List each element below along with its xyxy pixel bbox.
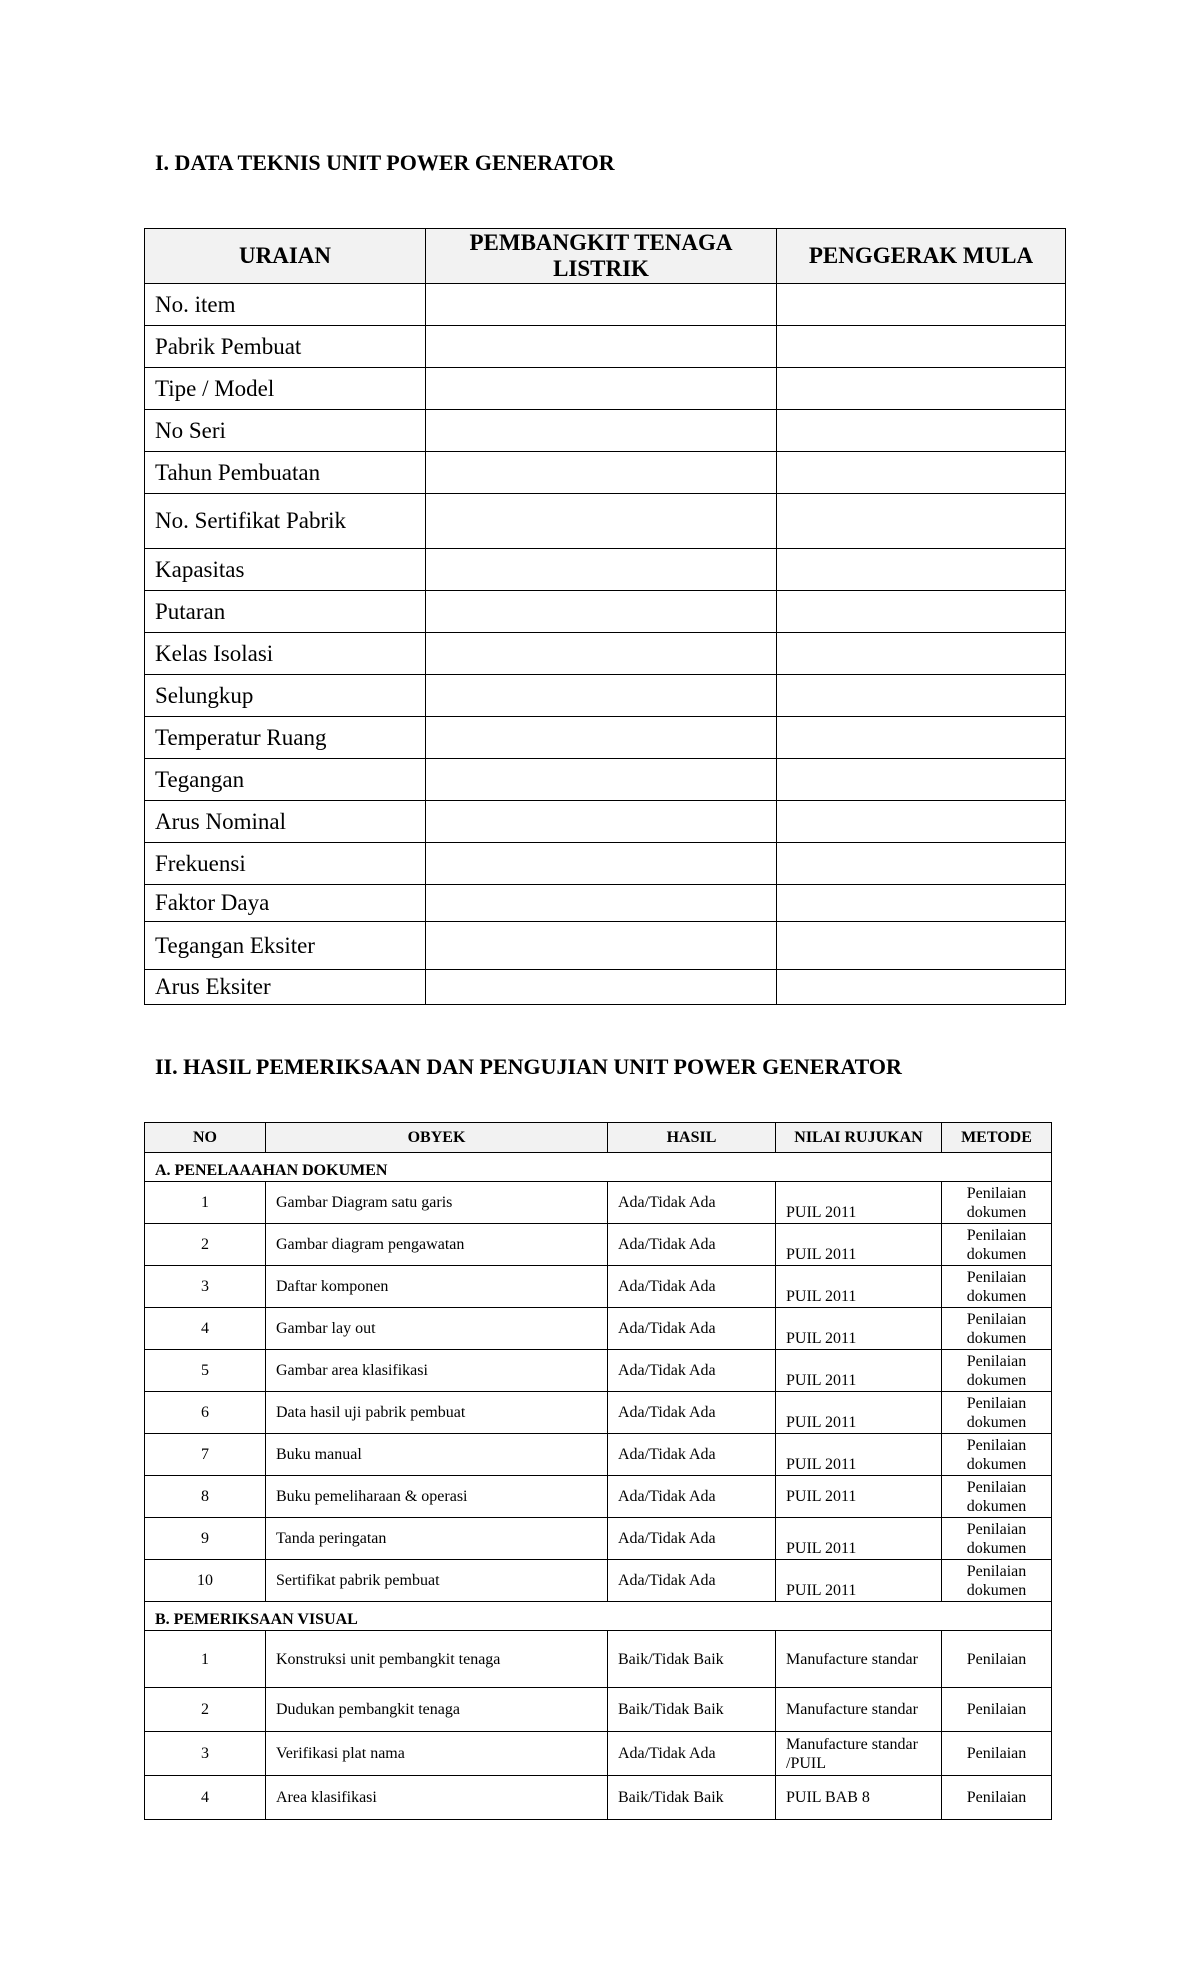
pembangkit-value-cell[interactable]: [426, 843, 777, 885]
item-reference: PUIL 2011: [776, 1560, 942, 1602]
item-object: Gambar diagram pengawatan: [266, 1224, 608, 1266]
table-row: [145, 1688, 1052, 1732]
item-method: Penilaian: [942, 1776, 1052, 1820]
item-number: 3: [145, 1266, 266, 1308]
pembangkit-value-cell[interactable]: [426, 922, 777, 970]
item-number: 2: [145, 1688, 266, 1732]
item-number: 4: [145, 1308, 266, 1350]
row-label: Arus Eksiter: [145, 970, 426, 1005]
item-result: Baik/Tidak Baik: [608, 1776, 776, 1820]
header-pembangkit: PEMBANGKIT TENAGA LISTRIK: [426, 229, 777, 284]
header-hasil: HASIL: [608, 1123, 776, 1153]
item-object: Daftar komponen: [266, 1266, 608, 1308]
table-row: [145, 284, 1066, 326]
header-uraian: URAIAN: [145, 229, 426, 284]
item-method: Penilaian dokumen: [942, 1182, 1052, 1224]
item-method: Penilaian: [942, 1688, 1052, 1732]
header-metode: METODE: [942, 1123, 1052, 1153]
item-result: Ada/Tidak Ada: [608, 1182, 776, 1224]
penggerak-value-cell[interactable]: [777, 452, 1066, 494]
item-result: Ada/Tidak Ada: [608, 1392, 776, 1434]
table-row: [145, 591, 1066, 633]
item-method: Penilaian: [942, 1732, 1052, 1776]
item-reference: PUIL 2011: [776, 1476, 942, 1518]
item-object: Gambar lay out: [266, 1308, 608, 1350]
row-label: Kelas Isolasi: [145, 633, 426, 675]
table-row: [145, 1631, 1052, 1688]
penggerak-value-cell[interactable]: [777, 843, 1066, 885]
row-label: Pabrik Pembuat: [145, 326, 426, 368]
table-row: [145, 970, 1066, 1005]
table-row: [145, 549, 1066, 591]
table-row: [145, 452, 1066, 494]
item-reference: Manufacture standar: [776, 1631, 942, 1688]
table-row: [145, 1266, 1052, 1308]
table-row: [145, 1308, 1052, 1350]
pembangkit-value-cell[interactable]: [426, 591, 777, 633]
item-result: Baik/Tidak Baik: [608, 1631, 776, 1688]
item-object: Buku pemeliharaan & operasi: [266, 1476, 608, 1518]
item-reference: PUIL 2011: [776, 1182, 942, 1224]
item-reference: PUIL 2011: [776, 1434, 942, 1476]
item-result: Ada/Tidak Ada: [608, 1308, 776, 1350]
item-result: Ada/Tidak Ada: [608, 1434, 776, 1476]
item-method: Penilaian dokumen: [942, 1350, 1052, 1392]
item-result: Ada/Tidak Ada: [608, 1560, 776, 1602]
item-reference: PUIL 2011: [776, 1266, 942, 1308]
technical-data-table: [144, 228, 1066, 1005]
section-row: [145, 1602, 1052, 1631]
row-label: Selungkup: [145, 675, 426, 717]
item-number: 5: [145, 1350, 266, 1392]
table-row: [145, 1434, 1052, 1476]
item-reference: Manufacture standar: [776, 1688, 942, 1732]
table-row: [145, 1224, 1052, 1266]
item-number: 6: [145, 1392, 266, 1434]
pembangkit-value-cell[interactable]: [426, 759, 777, 801]
item-object: Sertifikat pabrik pembuat: [266, 1560, 608, 1602]
row-label: Kapasitas: [145, 549, 426, 591]
row-label: Tegangan: [145, 759, 426, 801]
item-result: Ada/Tidak Ada: [608, 1224, 776, 1266]
item-reference: PUIL BAB 8: [776, 1776, 942, 1820]
row-label: Putaran: [145, 591, 426, 633]
pembangkit-value-cell[interactable]: [426, 717, 777, 759]
pembangkit-value-cell[interactable]: [426, 494, 777, 549]
item-number: 10: [145, 1560, 266, 1602]
item-method: Penilaian dokumen: [942, 1434, 1052, 1476]
row-label: No. item: [145, 284, 426, 326]
row-label: Frekuensi: [145, 843, 426, 885]
penggerak-value-cell[interactable]: [777, 549, 1066, 591]
item-method: Penilaian dokumen: [942, 1476, 1052, 1518]
item-method: Penilaian dokumen: [942, 1392, 1052, 1434]
header-penggerak: PENGGERAK MULA: [777, 229, 1066, 284]
item-object: Buku manual: [266, 1434, 608, 1476]
item-object: Verifikasi plat nama: [266, 1732, 608, 1776]
item-number: 9: [145, 1518, 266, 1560]
row-label: Tahun Pembuatan: [145, 452, 426, 494]
item-result: Ada/Tidak Ada: [608, 1350, 776, 1392]
penggerak-value-cell[interactable]: [777, 675, 1066, 717]
table-row: [145, 801, 1066, 843]
item-method: Penilaian dokumen: [942, 1560, 1052, 1602]
penggerak-value-cell[interactable]: [777, 410, 1066, 452]
inspection-results-table: [144, 1122, 1052, 1820]
penggerak-value-cell[interactable]: [777, 368, 1066, 410]
penggerak-value-cell[interactable]: [777, 591, 1066, 633]
pembangkit-value-cell[interactable]: [426, 801, 777, 843]
header-no: NO: [145, 1123, 266, 1153]
pembangkit-value-cell[interactable]: [426, 326, 777, 368]
penggerak-value-cell[interactable]: [777, 970, 1066, 1005]
penggerak-value-cell[interactable]: [777, 922, 1066, 970]
item-method: Penilaian dokumen: [942, 1518, 1052, 1560]
table-row: [145, 922, 1066, 970]
table-row: [145, 675, 1066, 717]
pembangkit-value-cell[interactable]: [426, 885, 777, 922]
item-method: Penilaian dokumen: [942, 1308, 1052, 1350]
penggerak-value-cell[interactable]: [777, 284, 1066, 326]
row-label: Arus Nominal: [145, 801, 426, 843]
item-method: Penilaian dokumen: [942, 1224, 1052, 1266]
penggerak-value-cell[interactable]: [777, 885, 1066, 922]
item-reference: PUIL 2011: [776, 1392, 942, 1434]
pembangkit-value-cell[interactable]: [426, 284, 777, 326]
item-result: Ada/Tidak Ada: [608, 1266, 776, 1308]
item-object: Tanda peringatan: [266, 1518, 608, 1560]
table-row: [145, 1518, 1052, 1560]
item-object: Dudukan pembangkit tenaga: [266, 1688, 608, 1732]
item-result: Baik/Tidak Baik: [608, 1688, 776, 1732]
pembangkit-value-cell[interactable]: [426, 452, 777, 494]
penggerak-value-cell[interactable]: [777, 759, 1066, 801]
table-row: [145, 494, 1066, 549]
row-label: No. Sertifikat Pabrik: [145, 494, 426, 549]
section-2-title: II. HASIL PEMERIKSAAN DAN PENGUJIAN UNIT POWER GENERATOR: [155, 1054, 902, 1079]
item-reference: PUIL 2011: [776, 1518, 942, 1560]
table-row: [145, 843, 1066, 885]
penggerak-value-cell[interactable]: [777, 801, 1066, 843]
item-object: Data hasil uji pabrik pembuat: [266, 1392, 608, 1434]
pembangkit-value-cell[interactable]: [426, 410, 777, 452]
item-object: Konstruksi unit pembangkit tenaga: [266, 1631, 608, 1688]
table-row: [145, 326, 1066, 368]
section-heading: B. PEMERIKSAAN VISUAL: [145, 1602, 1052, 1631]
table-row: [145, 1776, 1052, 1820]
row-label: Tipe / Model: [145, 368, 426, 410]
item-number: 1: [145, 1182, 266, 1224]
row-label: No Seri: [145, 410, 426, 452]
pembangkit-value-cell[interactable]: [426, 970, 777, 1005]
item-number: 3: [145, 1732, 266, 1776]
item-result: Ada/Tidak Ada: [608, 1476, 776, 1518]
row-label: Tegangan Eksiter: [145, 922, 426, 970]
item-reference: PUIL 2011: [776, 1224, 942, 1266]
item-number: 2: [145, 1224, 266, 1266]
row-label: Faktor Daya: [145, 885, 426, 922]
pembangkit-value-cell[interactable]: [426, 368, 777, 410]
table-row: [145, 633, 1066, 675]
table-row: [145, 759, 1066, 801]
table-row: [145, 885, 1066, 922]
section-heading: A. PENELAAAHAN DOKUMEN: [145, 1153, 1052, 1182]
item-method: Penilaian: [942, 1631, 1052, 1688]
item-number: 1: [145, 1631, 266, 1688]
table-row: [145, 1732, 1052, 1776]
penggerak-value-cell[interactable]: [777, 717, 1066, 759]
penggerak-value-cell[interactable]: [777, 633, 1066, 675]
item-method: Penilaian dokumen: [942, 1266, 1052, 1308]
item-object: Gambar Diagram satu garis: [266, 1182, 608, 1224]
table-row: [145, 1182, 1052, 1224]
section-1-title: I. DATA TEKNIS UNIT POWER GENERATOR: [155, 150, 615, 175]
item-result: Ada/Tidak Ada: [608, 1732, 776, 1776]
item-result: Ada/Tidak Ada: [608, 1518, 776, 1560]
pembangkit-value-cell[interactable]: [426, 675, 777, 717]
penggerak-value-cell[interactable]: [777, 326, 1066, 368]
table-row: [145, 1476, 1052, 1518]
item-object: Gambar area klasifikasi: [266, 1350, 608, 1392]
item-number: 8: [145, 1476, 266, 1518]
section-row: [145, 1153, 1052, 1182]
table-row: [145, 1350, 1052, 1392]
table-row: [145, 368, 1066, 410]
table-row: [145, 1560, 1052, 1602]
item-reference: Manufacture standar /PUIL: [776, 1732, 942, 1776]
item-reference: PUIL 2011: [776, 1308, 942, 1350]
header-nilai-rujukan: NILAI RUJUKAN: [776, 1123, 942, 1153]
item-number: 4: [145, 1776, 266, 1820]
row-label: Temperatur Ruang: [145, 717, 426, 759]
pembangkit-value-cell[interactable]: [426, 633, 777, 675]
table-row: [145, 410, 1066, 452]
item-number: 7: [145, 1434, 266, 1476]
item-reference: PUIL 2011: [776, 1350, 942, 1392]
item-object: Area klasifikasi: [266, 1776, 608, 1820]
penggerak-value-cell[interactable]: [777, 494, 1066, 549]
table-row: [145, 717, 1066, 759]
table-row: [145, 1392, 1052, 1434]
header-obyek: OBYEK: [266, 1123, 608, 1153]
pembangkit-value-cell[interactable]: [426, 549, 777, 591]
